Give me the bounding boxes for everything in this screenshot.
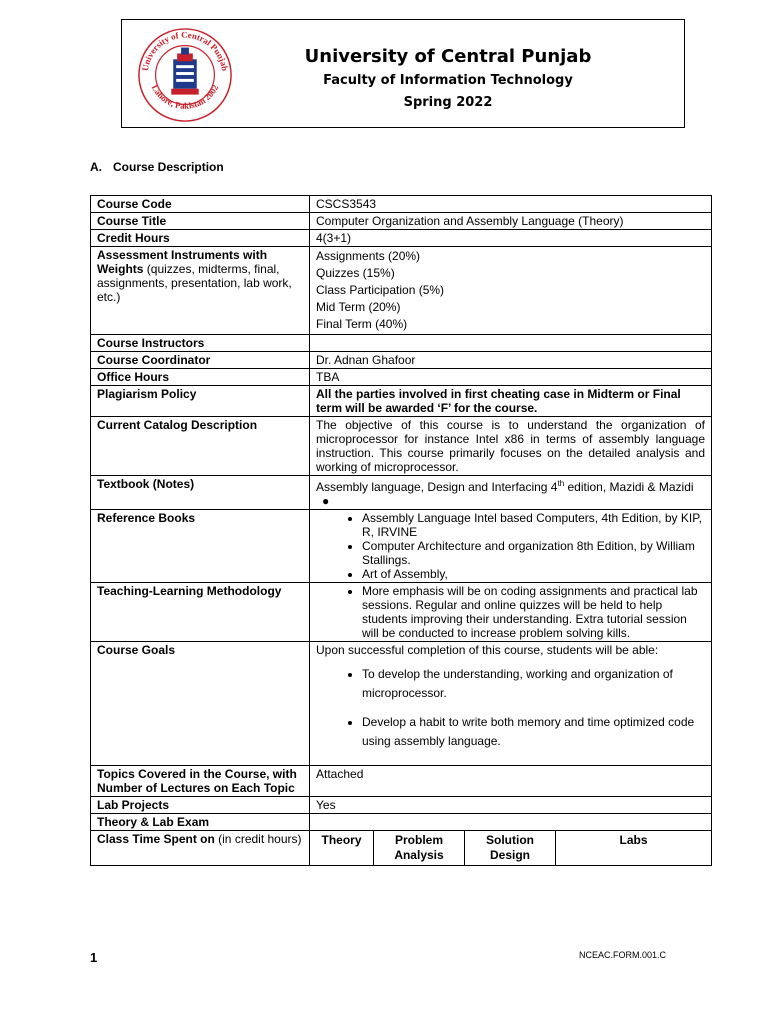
row-methodology [91, 583, 712, 642]
methodology-label: Teaching-Learning Methodology [91, 583, 310, 642]
reference-item: • Assembly Language Intel based Computers, 4th Edition, by KIP, R, IRVINE [362, 511, 705, 539]
textbook-value [310, 476, 712, 510]
catalog-value: The objective of this course is to understand the organization of microprocessor for instance Intel x86 in terms of assembly language instruction. This course primarily focuses on the detailed analysis and working of microprocessor. [310, 417, 712, 476]
plagiarism-value: All the parties involved in first cheating case in Midterm or Final term will be awarded ‘F’ for the course. [310, 386, 712, 417]
methodology-item: • More emphasis will be on coding assignments and practical lab sessions. Regular and online quizzes will be held to help students improving their understanding. Extra tutorial session will be conducted to increase problem solving kills. [362, 584, 705, 640]
row-goals [91, 642, 712, 766]
assessment-item: Quizzes (15%) [316, 266, 395, 280]
row-course-title [91, 213, 712, 230]
reference-label: Reference Books [91, 510, 310, 583]
credit-hours-value: 4(3+1) [310, 230, 712, 247]
goals-list [316, 665, 705, 751]
reference-item: • Art of Assembly, [362, 567, 705, 581]
topics-value: Attached [310, 766, 712, 797]
form-id: NCEAC.FORM.001.C [579, 950, 667, 960]
catalog-label: Current Catalog Description [91, 417, 310, 476]
course-code-value: CSCS3543 [310, 196, 712, 213]
methodology-list [316, 584, 705, 640]
row-class-time [91, 831, 712, 866]
svg-text:Lahore, Pakistan 2002: Lahore, Pakistan 2002 [149, 83, 221, 111]
goals-value [310, 642, 712, 766]
reference-value [310, 510, 712, 583]
office-hours-value: TBA [310, 369, 712, 386]
goals-intro: Upon successful completion of this course, students will be able: [316, 643, 659, 657]
row-textbook [91, 476, 712, 510]
lab-projects-label: Lab Projects [91, 797, 310, 814]
coordinator-label: Course Coordinator [91, 352, 310, 369]
course-title-value: Computer Organization and Assembly Language (Theory) [310, 213, 712, 230]
col-theory: Theory [321, 833, 362, 847]
coordinator-value: Dr. Adnan Ghafoor [310, 352, 712, 369]
topics-label: Topics Covered in the Course, with Number of Lectures on Each Topic [91, 766, 310, 797]
university-title: University of Central Punjab [304, 46, 592, 67]
row-coordinator [91, 352, 712, 369]
section-heading [90, 160, 224, 174]
lab-projects-value: Yes [310, 797, 712, 814]
row-assessment [91, 247, 712, 335]
row-instructors [91, 335, 712, 352]
row-course-code [91, 196, 712, 213]
course-title-label: Course Title [91, 213, 310, 230]
textbook-text: Assembly language, Design and Interfacing 4 [316, 480, 558, 494]
class-time-label-bold: Class Time Spent on [97, 832, 215, 846]
page-number: 1 [90, 950, 98, 965]
empty-bullet-icon: ● [322, 494, 330, 508]
section-letter: A. [90, 160, 102, 174]
credit-hours-label: Credit Hours [91, 230, 310, 247]
svg-text:University of Central Punjab: University of Central Punjab [139, 29, 231, 72]
class-time-label-detail: (in credit hours) [214, 832, 302, 846]
col-problem-analysis: Problem Analysis [374, 831, 465, 865]
row-plagiarism [91, 386, 712, 417]
row-theory-lab [91, 814, 712, 831]
row-topics [91, 766, 712, 797]
goal-item: • Develop a habit to write both memory and time optimized code using assembly language. [362, 713, 705, 751]
theory-lab-value [310, 814, 712, 831]
assessment-item: Mid Term (20%) [316, 300, 401, 314]
header-box [121, 19, 685, 128]
section-title: Course Description [113, 160, 224, 174]
assessment-label-bold: Assessment Instruments with Weights [97, 248, 268, 276]
row-reference [91, 510, 712, 583]
textbook-sup: th [557, 479, 565, 488]
assessment-item: Final Term (40%) [316, 317, 408, 331]
goals-label: Course Goals [91, 642, 310, 766]
term-label: Spring 2022 [403, 95, 493, 110]
theory-lab-label: Theory & Lab Exam [91, 814, 310, 831]
office-hours-label: Office Hours [91, 369, 310, 386]
textbook-label: Textbook (Notes) [91, 476, 310, 510]
assessment-item: Class Participation (5%) [316, 283, 445, 297]
header-text [122, 44, 684, 114]
reference-item: • Computer Architecture and organization 8th Edition, by William Stallings. [362, 539, 705, 567]
instructors-label: Course Instructors [91, 335, 310, 352]
assessment-item: Assignments (20%) [316, 249, 421, 263]
class-time-breakdown [310, 831, 712, 866]
col-labs: Labs [556, 831, 712, 865]
assessment-value [310, 247, 712, 335]
col-solution-design: Solution Design [465, 831, 556, 865]
assessment-label [91, 247, 310, 335]
course-code-label: Course Code [91, 196, 310, 213]
class-time-table [310, 831, 711, 865]
class-time-label [91, 831, 310, 866]
textbook-text-end: edition, Mazidi & Mazidi [564, 480, 694, 494]
methodology-value [310, 583, 712, 642]
row-catalog [91, 417, 712, 476]
row-credit-hours [91, 230, 712, 247]
assessment-label-detail: (quizzes, midterms, final, assignments, presentation, lab work, etc.) [97, 262, 292, 304]
faculty-name: Faculty of Information Technology [323, 73, 573, 88]
row-lab-projects [91, 797, 712, 814]
row-office-hours [91, 369, 712, 386]
course-description-table [90, 195, 712, 866]
reference-list [316, 511, 705, 581]
instructors-value [310, 335, 712, 352]
plagiarism-label: Plagiarism Policy [91, 386, 310, 417]
goal-item: • To develop the understanding, working and organization of microprocessor. [362, 665, 705, 703]
